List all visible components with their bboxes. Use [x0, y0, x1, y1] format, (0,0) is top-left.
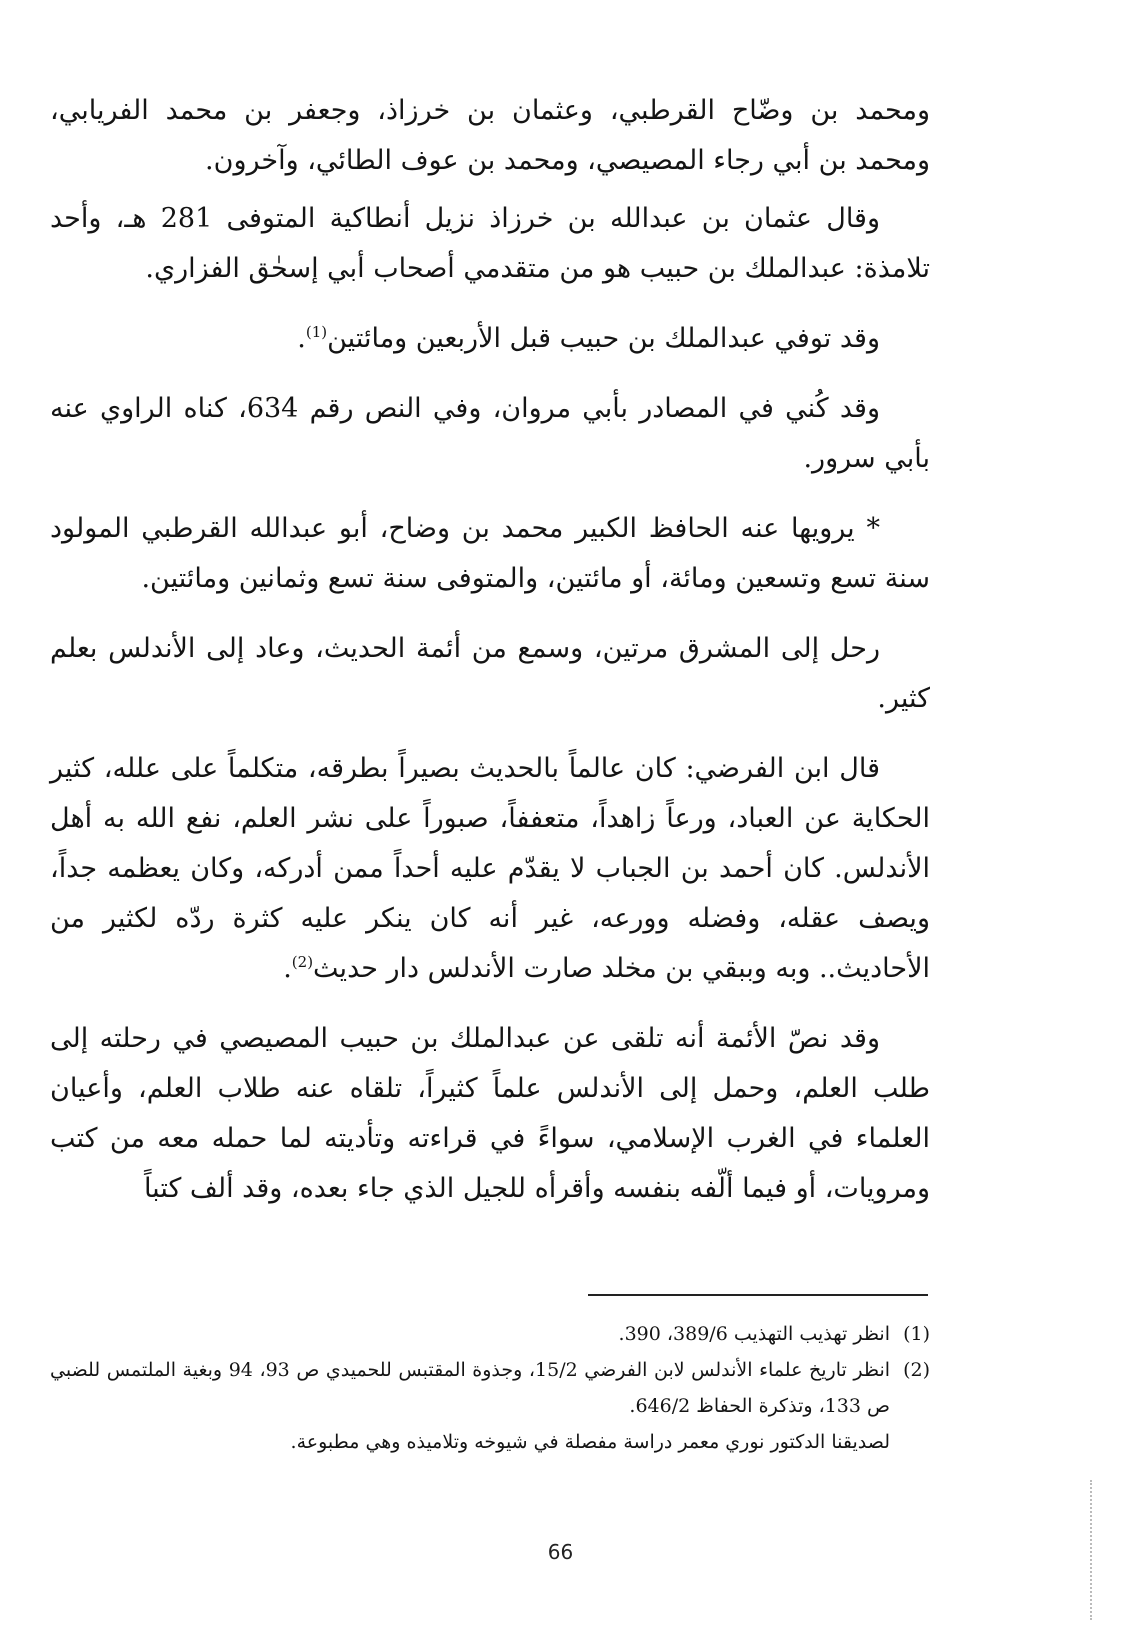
- footnote-1-number: (1): [903, 1323, 930, 1345]
- paragraph-7-end: .: [283, 953, 292, 984]
- scan-edge-marks: [1090, 1480, 1094, 1620]
- paragraph-7: [50, 744, 930, 994]
- footnote-ref-2: (2): [291, 953, 314, 971]
- paragraph-8: وقد نصّ الأئمة أنه تلقى عن عبدالملك بن حبيب المصيصي في رحلته إلى طلب العلم، وحمل إلى الأندلس علماً كثيراً، تلقاه عنه طلاب العلم، وأعيان العلماء في الغرب الإسلامي، سواءً في قراءته وتأديته لما حمله معه من كتب ومرويات، أو فيما ألّفه بنفسه وأقرأه للجيل الذي جاء بعده، وقد ألف كتباً: [50, 1023, 930, 1204]
- paragraph-3-text: وقد توفي عبدالملك بن حبيب قبل الأربعين ومائتين: [327, 323, 880, 354]
- paragraph-2: وقال عثمان بن عبدالله بن خرزاذ نزيل أنطاكية المتوفى 281 هـ، وأحد تلامذة: عبدالملك بن حبيب هو من متقدمي أصحاب أبي إسحٰق الفزاري.: [50, 203, 930, 284]
- main-text: [50, 86, 930, 1234]
- paragraph-1: ومحمد بن وضّاح القرطبي، وعثمان بن خرزاذ، وجعفر بن محمد الفريابي، ومحمد بن أبي رجاء المصيصي، ومحمد بن عوف الطائي، وآخرون.: [50, 95, 930, 176]
- footnote-2-number: (2): [903, 1359, 930, 1381]
- footnotes: [50, 1316, 930, 1460]
- paragraph-6: رحل إلى المشرق مرتين، وسمع من أئمة الحديث، وعاد إلى الأندلس بعلم كثير.: [50, 633, 930, 714]
- paragraph-7-text: قال ابن الفرضي: كان عالماً بالحديث بصيراً بطرقه، متكلماً على علله، كثير الحكاية عن العباد، ورعاً زاهداً، متعففاً، صبوراً على نشر العلم، نفع الله به أهل الأندلس. كان أحمد بن الجباب لا يقدّم عليه أحداً ممن أدركه، وكان يعظمه جداً، ويصف عقله، وفضله وورعه، غير أنه كان ينكر عليه كثرة ردّه لكثير من الأحاديث.. وبه وببقي بن مخلد صارت الأندلس دار حديث: [50, 753, 930, 984]
- paragraph-3-end: .: [297, 323, 306, 354]
- footnote-ref-1: (1): [305, 323, 328, 341]
- footnote-2-text: انظر تاريخ علماء الأندلس لابن الفرضي 15/2، وجذوة المقتبس للحميدي ص 93، 94 وبغية الملتمس للضبي ص 133، وتذكرة الحفاظ 646/2.: [50, 1359, 891, 1417]
- footnote-separator: [588, 1294, 928, 1296]
- footnote-1-text: انظر تهذيب التهذيب 389/6، 390.: [618, 1323, 890, 1345]
- paragraph-4: وقد كُني في المصادر بأبي مروان، وفي النص رقم 634، كناه الراوي عنه بأبي سرور.: [50, 393, 930, 474]
- paragraph-5: * يرويها عنه الحافظ الكبير محمد بن وضاح، أبو عبدالله القرطبي المولود سنة تسع وتسعين ومائة، أو مائتين، والمتوفى سنة تسع وثمانين ومائتين.: [50, 513, 930, 594]
- footnote-2: [50, 1352, 930, 1424]
- footnote-note: لصديقنا الدكتور نوري معمر دراسة مفصلة في شيوخه وتلاميذه وهي مطبوعة.: [290, 1431, 890, 1453]
- paragraph-3: [50, 314, 930, 364]
- page-number: 66: [547, 1540, 574, 1564]
- footnote-1: [50, 1316, 930, 1352]
